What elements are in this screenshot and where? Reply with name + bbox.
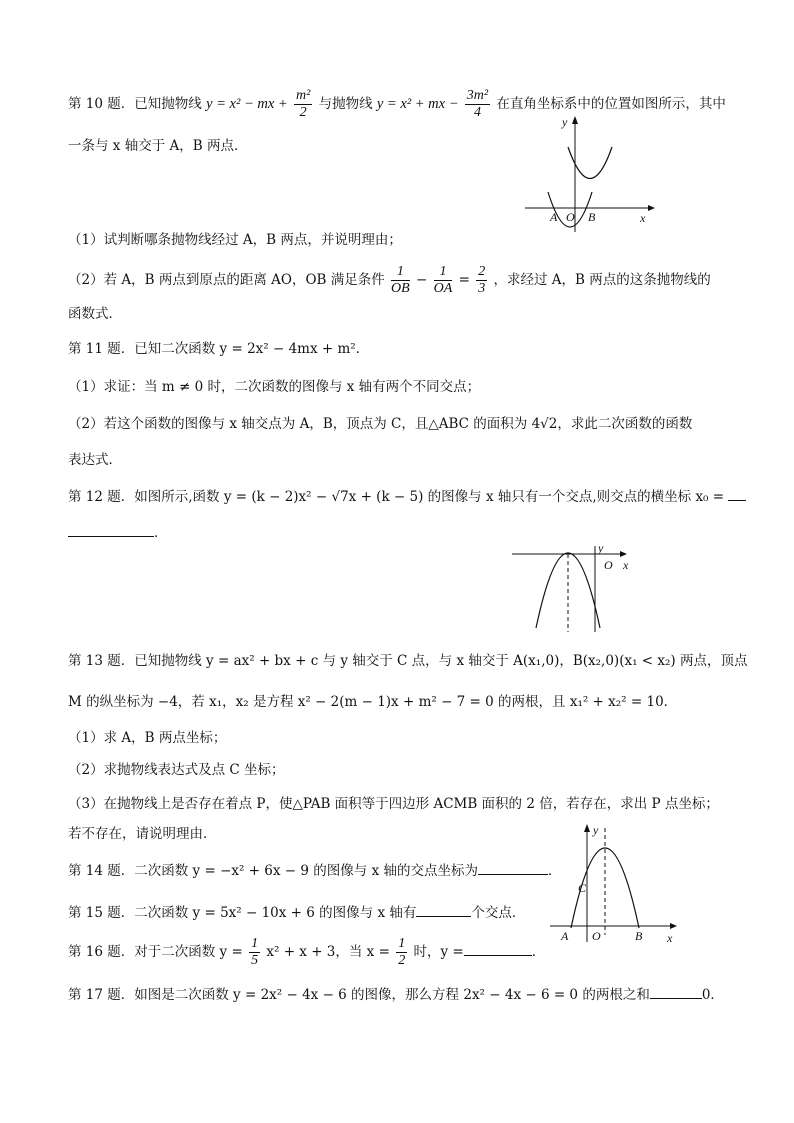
q13-part2: （2）求抛物线表达式及点 C 坐标； [68,762,285,778]
q13-fig-A: A [561,929,569,943]
q10-fig-B: B [588,210,596,224]
q10-fig-x: x [640,211,646,225]
q10-eq1-fraction: $\frac{\text{m²}}{2}$ [295,88,311,120]
q11-part2: （2）若这个函数的图像与 x 轴交点为 A，B，顶点为 C，且△ABC 的面积为 4√2，求此二次函数的函数 [68,416,693,432]
q17: 第 17 题．如图是二次函数 y = 2x² − 4x − 6 的图像，那么方程 2x² − 4x − 6 = 0 的两根之和 0． [68,984,724,1005]
q10-part2: （2）若 A，B 两点到原点的距离 AO，OB 满足条件 $\frac{1}{OB}$ − $\frac{1}{OA}$ = $\frac{2}{3}$ ，求经过 A，B 两点的这条抛物线的 [68,264,711,296]
q12-fig-x: x [623,558,629,572]
q13-fig-x: x [667,931,673,945]
q13-part3: （3）在抛物线上是否存在着点 P，使△PAB 面积等于四边形 ACMB 面积的 2 倍，若存在，求出 P 点坐标； [68,796,719,812]
q11-line1: 第 11 题．已知二次函数 y = 2x² − 4mx + m²． [68,341,370,357]
q13-part1: （1）求 A，B 两点坐标； [68,730,227,746]
q13-fig-O: O [592,929,601,943]
q11-part1: （1）求证：当 m ≠ 0 时，二次函数的图像与 x 轴有两个不同交点； [68,379,481,395]
q13-line2: M 的纵坐标为 −4，若 x₁，x₂ 是方程 x² − 2(m − 1)x + m² − 7 = 0 的两根，且 x₁² + x₂² = 10． [68,694,678,710]
q13-line1: 第 13 题．已知抛物线 y = ax² + bx + c 与 y 轴交于 C 点，与 x 轴交于 A(x₁,0)，B(x₂,0)(x₁ < x₂) 两点，顶点 [68,653,748,669]
q11-part2-cont: 表达式． [68,452,122,468]
q10-line2: 一条与 x 轴交于 A，B 两点． [68,138,248,154]
q15: 第 15 题．二次函数 y = 5x² − 10x + 6 的图像与 x 轴有 个交点． [68,902,525,923]
q13-fig-y: y [593,823,599,837]
q12-fig-y-label: y [598,542,604,555]
q13-part3-cont: 若不存在，请说明理由． [68,826,217,842]
q10-line1: 第 10 题．已知抛物线 y = x² − mx + $\frac{\text{m²}}{2}$ 与抛物线 y = x² + mx − $\frac{\text{3m²}}{4}$ 在直角坐标系中的位置如图所示，其中 [68,88,726,120]
q12-answer-blank-a[interactable] [728,486,746,501]
q10-part1: （1）试判断哪条抛物线经过 A，B 两点，并说明理由； [68,232,402,248]
q10-part2-cont: 函数式． [68,306,122,322]
q12-fig-O: O [604,558,613,572]
q10-eq2: y = x² + mx − [376,96,459,112]
q12-answer-blank-b[interactable] [68,522,154,537]
q10-fig-y: y [562,115,568,129]
q10-eq2-fraction: $\frac{\text{3m²}}{4}$ [466,88,489,120]
q12-figure [508,542,638,632]
q16-answer-blank[interactable] [464,941,532,956]
q10-figure [520,112,660,237]
q10-eq1: y = x² − mx + [206,96,288,112]
q12-line2: ． [68,522,168,543]
q17-answer-blank[interactable] [650,984,702,999]
q13-figure [545,820,685,945]
q16: 第 16 题．对于二次函数 y = $\frac{1}{5}$ x² + x + 3，当 x = $\frac{1}{2}$ 时，y = ． [68,936,546,968]
q13-fig-C: C [578,881,587,895]
q15-answer-blank[interactable] [416,902,471,917]
q12-line1: 第 12 题．如图所示,函数 y = (k − 2)x² − √7x + (k − 5) 的图像与 x 轴只有一个交点,则交点的横坐标 x₀ = [68,486,746,507]
q14-answer-blank[interactable] [478,860,548,875]
q10-fig-A: A [550,210,558,224]
q10-fig-O: O [566,210,575,224]
q13-fig-B: B [635,929,643,943]
q14: 第 14 题．二次函数 y = −x² + 6x − 9 的图像与 x 轴的交点坐标为 ． [68,860,561,881]
